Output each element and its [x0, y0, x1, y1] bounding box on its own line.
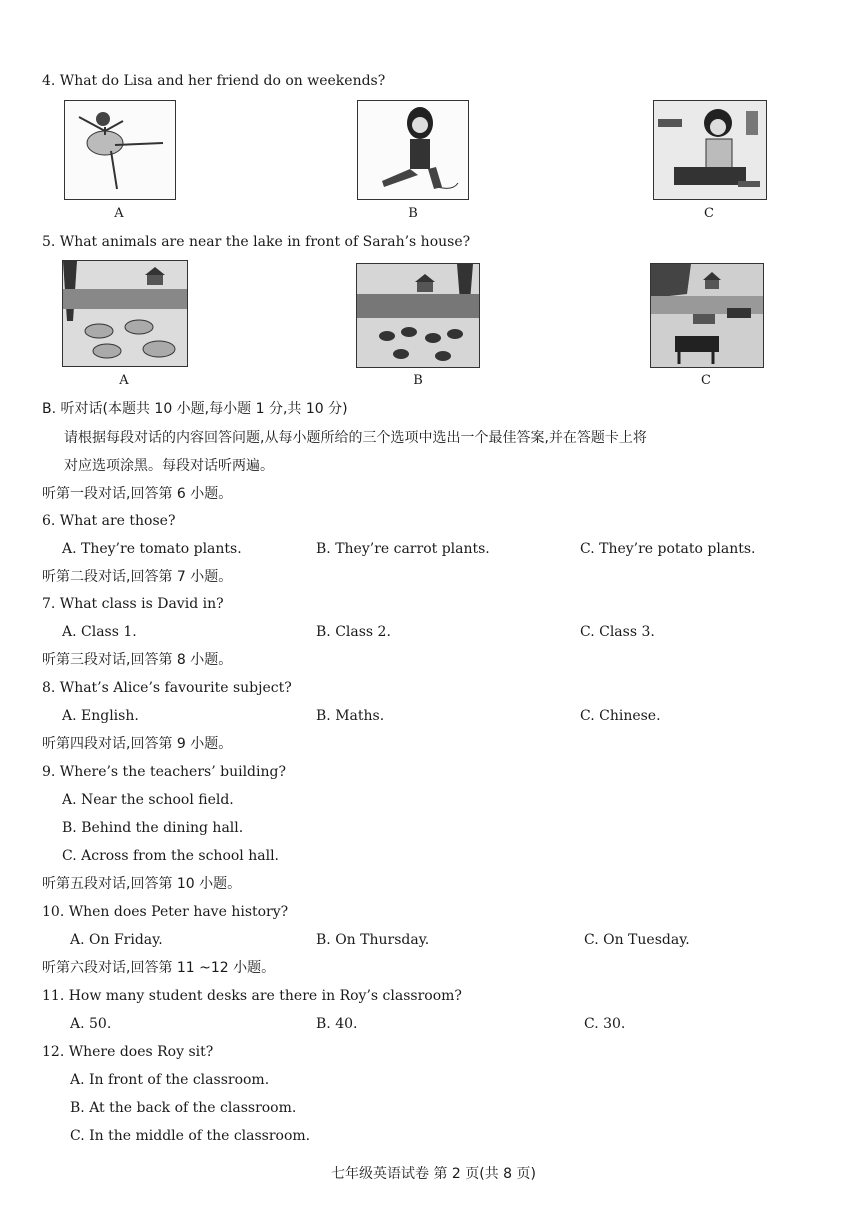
question-11-stem: 11. How many student desks are there in Roy’s classroom?	[42, 988, 462, 1004]
q11-option-a[interactable]: A. 50.	[70, 1016, 112, 1032]
q4-option-b-label: B	[408, 206, 418, 221]
q9-option-a[interactable]: A. Near the school field.	[62, 792, 234, 808]
q9-option-b[interactable]: B. Behind the dining hall.	[62, 820, 244, 836]
question-7-stem: 7. What class is David in?	[42, 596, 224, 612]
horses-by-lake-picture[interactable]	[650, 263, 764, 368]
q8-option-c[interactable]: C. Chinese.	[580, 708, 661, 724]
dialogue-1-instruction: 听第一段对话,回答第 6 小题。	[42, 486, 233, 502]
q10-option-b[interactable]: B. On Thursday.	[316, 932, 430, 948]
question-8-stem: 8. What’s Alice’s favourite subject?	[42, 680, 292, 696]
ballet-dancer-picture[interactable]	[64, 100, 176, 200]
q12-option-b[interactable]: B. At the back of the classroom.	[70, 1100, 297, 1116]
ballet-dancer-illustration	[65, 101, 175, 199]
q11-option-c[interactable]: C. 30.	[584, 1016, 626, 1032]
question-12-stem: 12. Where does Roy sit?	[42, 1044, 214, 1060]
q7-option-c[interactable]: C. Class 3.	[580, 624, 655, 640]
q4-option-c-label: C	[704, 206, 714, 221]
q8-option-a[interactable]: A. English.	[62, 708, 139, 724]
pigs-lake-illustration	[63, 261, 187, 366]
q7-option-b[interactable]: B. Class 2.	[316, 624, 391, 640]
q6-option-c[interactable]: C. They’re potato plants.	[580, 541, 756, 557]
q5-option-b-label: B	[413, 373, 423, 388]
q12-option-c[interactable]: C. In the middle of the classroom.	[70, 1128, 311, 1144]
q11-option-b[interactable]: B. 40.	[316, 1016, 358, 1032]
pigs-by-lake-picture[interactable]	[62, 260, 188, 367]
ducks-lake-illustration	[357, 264, 479, 367]
q9-option-c[interactable]: C. Across from the school hall.	[62, 848, 280, 864]
q10-option-a[interactable]: A. On Friday.	[70, 932, 163, 948]
q6-option-b[interactable]: B. They’re carrot plants.	[316, 541, 490, 557]
dialogue-2-instruction: 听第二段对话,回答第 7 小题。	[42, 569, 233, 585]
girl-cooking-picture[interactable]	[653, 100, 767, 200]
section-b-heading: B. 听对话(本题共 10 小题,每小题 1 分,共 10 分)	[42, 401, 348, 417]
dialogue-5-instruction: 听第五段对话,回答第 10 小题。	[42, 876, 242, 892]
section-b-instruction-2: 对应选项涂黑。每段对话听两遍。	[64, 458, 274, 474]
question-6-stem: 6. What are those?	[42, 513, 176, 529]
q10-option-c[interactable]: C. On Tuesday.	[584, 932, 690, 948]
question-4-stem: 4. What do Lisa and her friend do on weekends?	[42, 73, 386, 89]
question-9-stem: 9. Where’s the teachers’ building?	[42, 764, 286, 780]
q7-option-a[interactable]: A. Class 1.	[62, 624, 137, 640]
q5-option-a-label: A	[119, 373, 129, 388]
horses-lake-illustration	[651, 264, 763, 367]
q12-option-a[interactable]: A. In front of the classroom.	[70, 1072, 270, 1088]
girl-listening-music-picture[interactable]	[357, 100, 469, 200]
q5-option-c-label: C	[701, 373, 711, 388]
section-b-instruction-1: 请根据每段对话的内容回答问题,从每小题所给的三个选项中选出一个最佳答案,并在答题卡上将	[64, 430, 647, 446]
ducks-by-lake-picture[interactable]	[356, 263, 480, 368]
question-5-stem: 5. What animals are near the lake in front of Sarah’s house?	[42, 234, 471, 250]
dialogue-4-instruction: 听第四段对话,回答第 9 小题。	[42, 736, 233, 752]
question-10-stem: 10. When does Peter have history?	[42, 904, 289, 920]
page-footer: 七年级英语试卷 第 2 页(共 8 页)	[331, 1166, 536, 1182]
q4-option-a-label: A	[114, 206, 124, 221]
q6-option-a[interactable]: A. They’re tomato plants.	[62, 541, 242, 557]
dialogue-6-instruction: 听第六段对话,回答第 11 ~12 小题。	[42, 960, 276, 976]
dialogue-3-instruction: 听第三段对话,回答第 8 小题。	[42, 652, 233, 668]
girl-with-headphones-illustration	[358, 101, 468, 199]
girl-cooking-illustration	[654, 101, 766, 199]
q8-option-b[interactable]: B. Maths.	[316, 708, 385, 724]
